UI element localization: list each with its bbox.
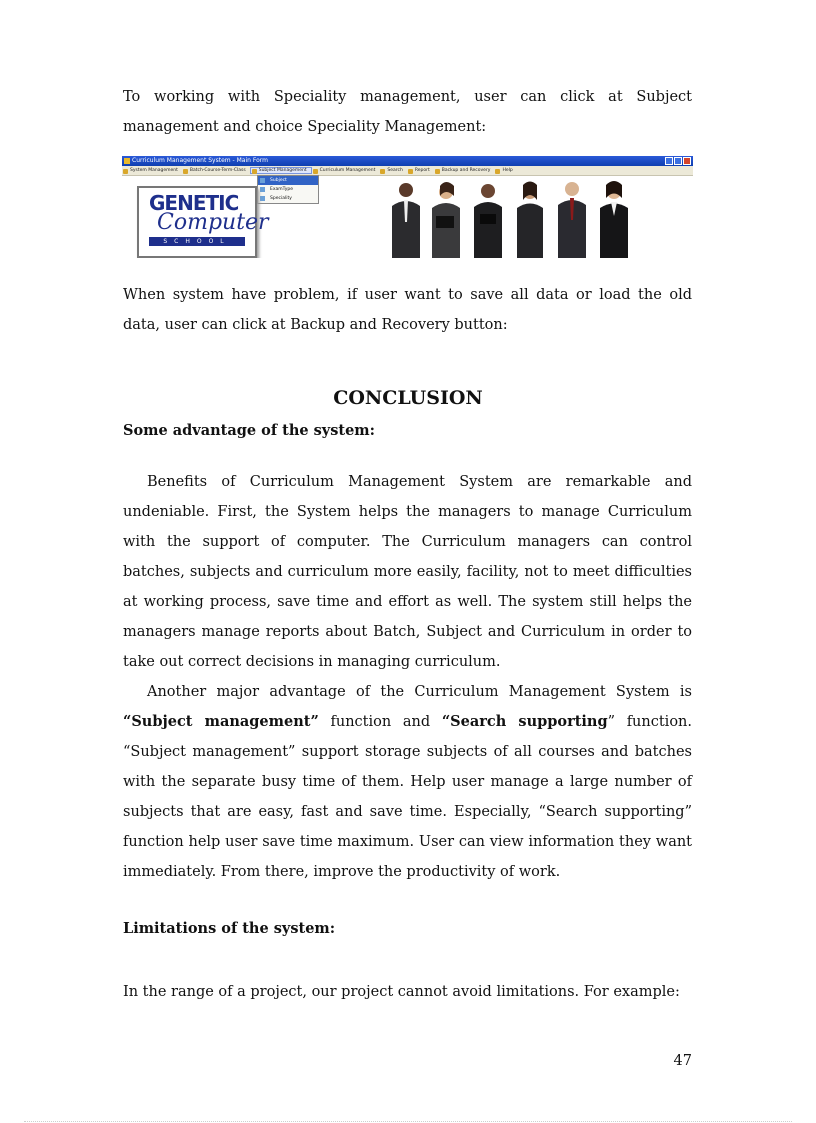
person-4	[517, 182, 543, 259]
dropdown-item-speciality[interactable]: Speciality	[258, 194, 318, 203]
menu-batch-course-term-class[interactable]: Batch-Course-Term-Class	[182, 168, 250, 173]
menu-help[interactable]: Help	[494, 168, 516, 173]
app-title: Curriculum Management System - Main Form	[132, 157, 268, 164]
person-5	[558, 182, 586, 258]
app-menubar	[122, 166, 693, 176]
person-3	[474, 184, 502, 258]
search-supporting-term: “Search supporting	[441, 713, 608, 730]
logo-line2: Computer	[157, 210, 269, 235]
logo-line1: GENETIC	[149, 191, 239, 215]
limitations-paragraph: In the range of a project, our project cannot avoid limitations. For example:	[123, 984, 680, 1000]
conclusion-heading: CONCLUSION	[333, 387, 483, 409]
menu-search[interactable]: Search	[379, 168, 406, 173]
page-number: 47	[673, 1053, 692, 1069]
limitations-heading: Limitations of the system:	[123, 920, 336, 937]
page-bottom-divider	[24, 1121, 792, 1122]
subject-management-term: “Subject management”	[123, 713, 319, 730]
another-mid: function and	[318, 714, 442, 730]
menu-curriculum-management[interactable]: Curriculum Management	[312, 168, 380, 173]
another-rest: ” function. “Subject management” support storage subjects of all courses and batches with the separate busy time of them. Help user manage a large number of subjects that are easy, fast and save time. Especially, “Search supporting” function help user save time maximum. User can view information they want immediately. From there, improve the productivity of work.	[123, 714, 692, 880]
person-2	[432, 182, 460, 258]
subject-management-dropdown	[257, 175, 319, 204]
menu-backup-and-recovery[interactable]: Backup and Recovery	[434, 168, 495, 173]
dropdown-item-subject[interactable]: Subject	[258, 176, 318, 185]
app-window-icon	[124, 158, 130, 164]
another-lead: Another major advantage of the Curriculum Management System is	[147, 684, 692, 700]
maximize-icon[interactable]	[674, 157, 682, 165]
menu-system-management[interactable]: System Management	[122, 168, 182, 173]
menu-subject-management[interactable]: Subject Management	[250, 167, 312, 174]
intro-paragraph: To working with Speciality management, user can click at Subject management and choice Speciality Management:	[123, 89, 692, 135]
advantage-heading: Some advantage of the system:	[123, 422, 376, 439]
business-people-image	[384, 176, 654, 258]
menu-report[interactable]: Report	[407, 168, 434, 173]
app-titlebar	[122, 156, 693, 166]
window-controls	[665, 157, 691, 165]
another-advantage-paragraph	[123, 677, 692, 887]
person-1	[392, 183, 420, 258]
genetic-computer-logo	[137, 186, 269, 258]
benefits-paragraph: Benefits of Curriculum Management System are remarkable and undeniable. First, the System helps the managers to manage Curriculum with the support of computer. The Curriculum managers can control batches, subjects and curriculum more easily, facility, not to meet difficulties at working process, save time and effort as well. The system still helps the managers manage reports about Batch, Subject and Curriculum in order to take out correct decisions in managing curriculum.	[123, 474, 692, 670]
backup-paragraph: When system have problem, if user want to save all data or load the old data, user can click at Backup and Recovery button:	[123, 287, 692, 333]
close-icon[interactable]	[683, 157, 691, 165]
logo-line3: SCHOOL	[149, 237, 245, 246]
dropdown-item-examtype[interactable]: ExamType	[258, 185, 318, 194]
minimize-icon[interactable]	[665, 157, 673, 165]
person-6	[600, 181, 628, 258]
app-screenshot	[122, 156, 693, 258]
